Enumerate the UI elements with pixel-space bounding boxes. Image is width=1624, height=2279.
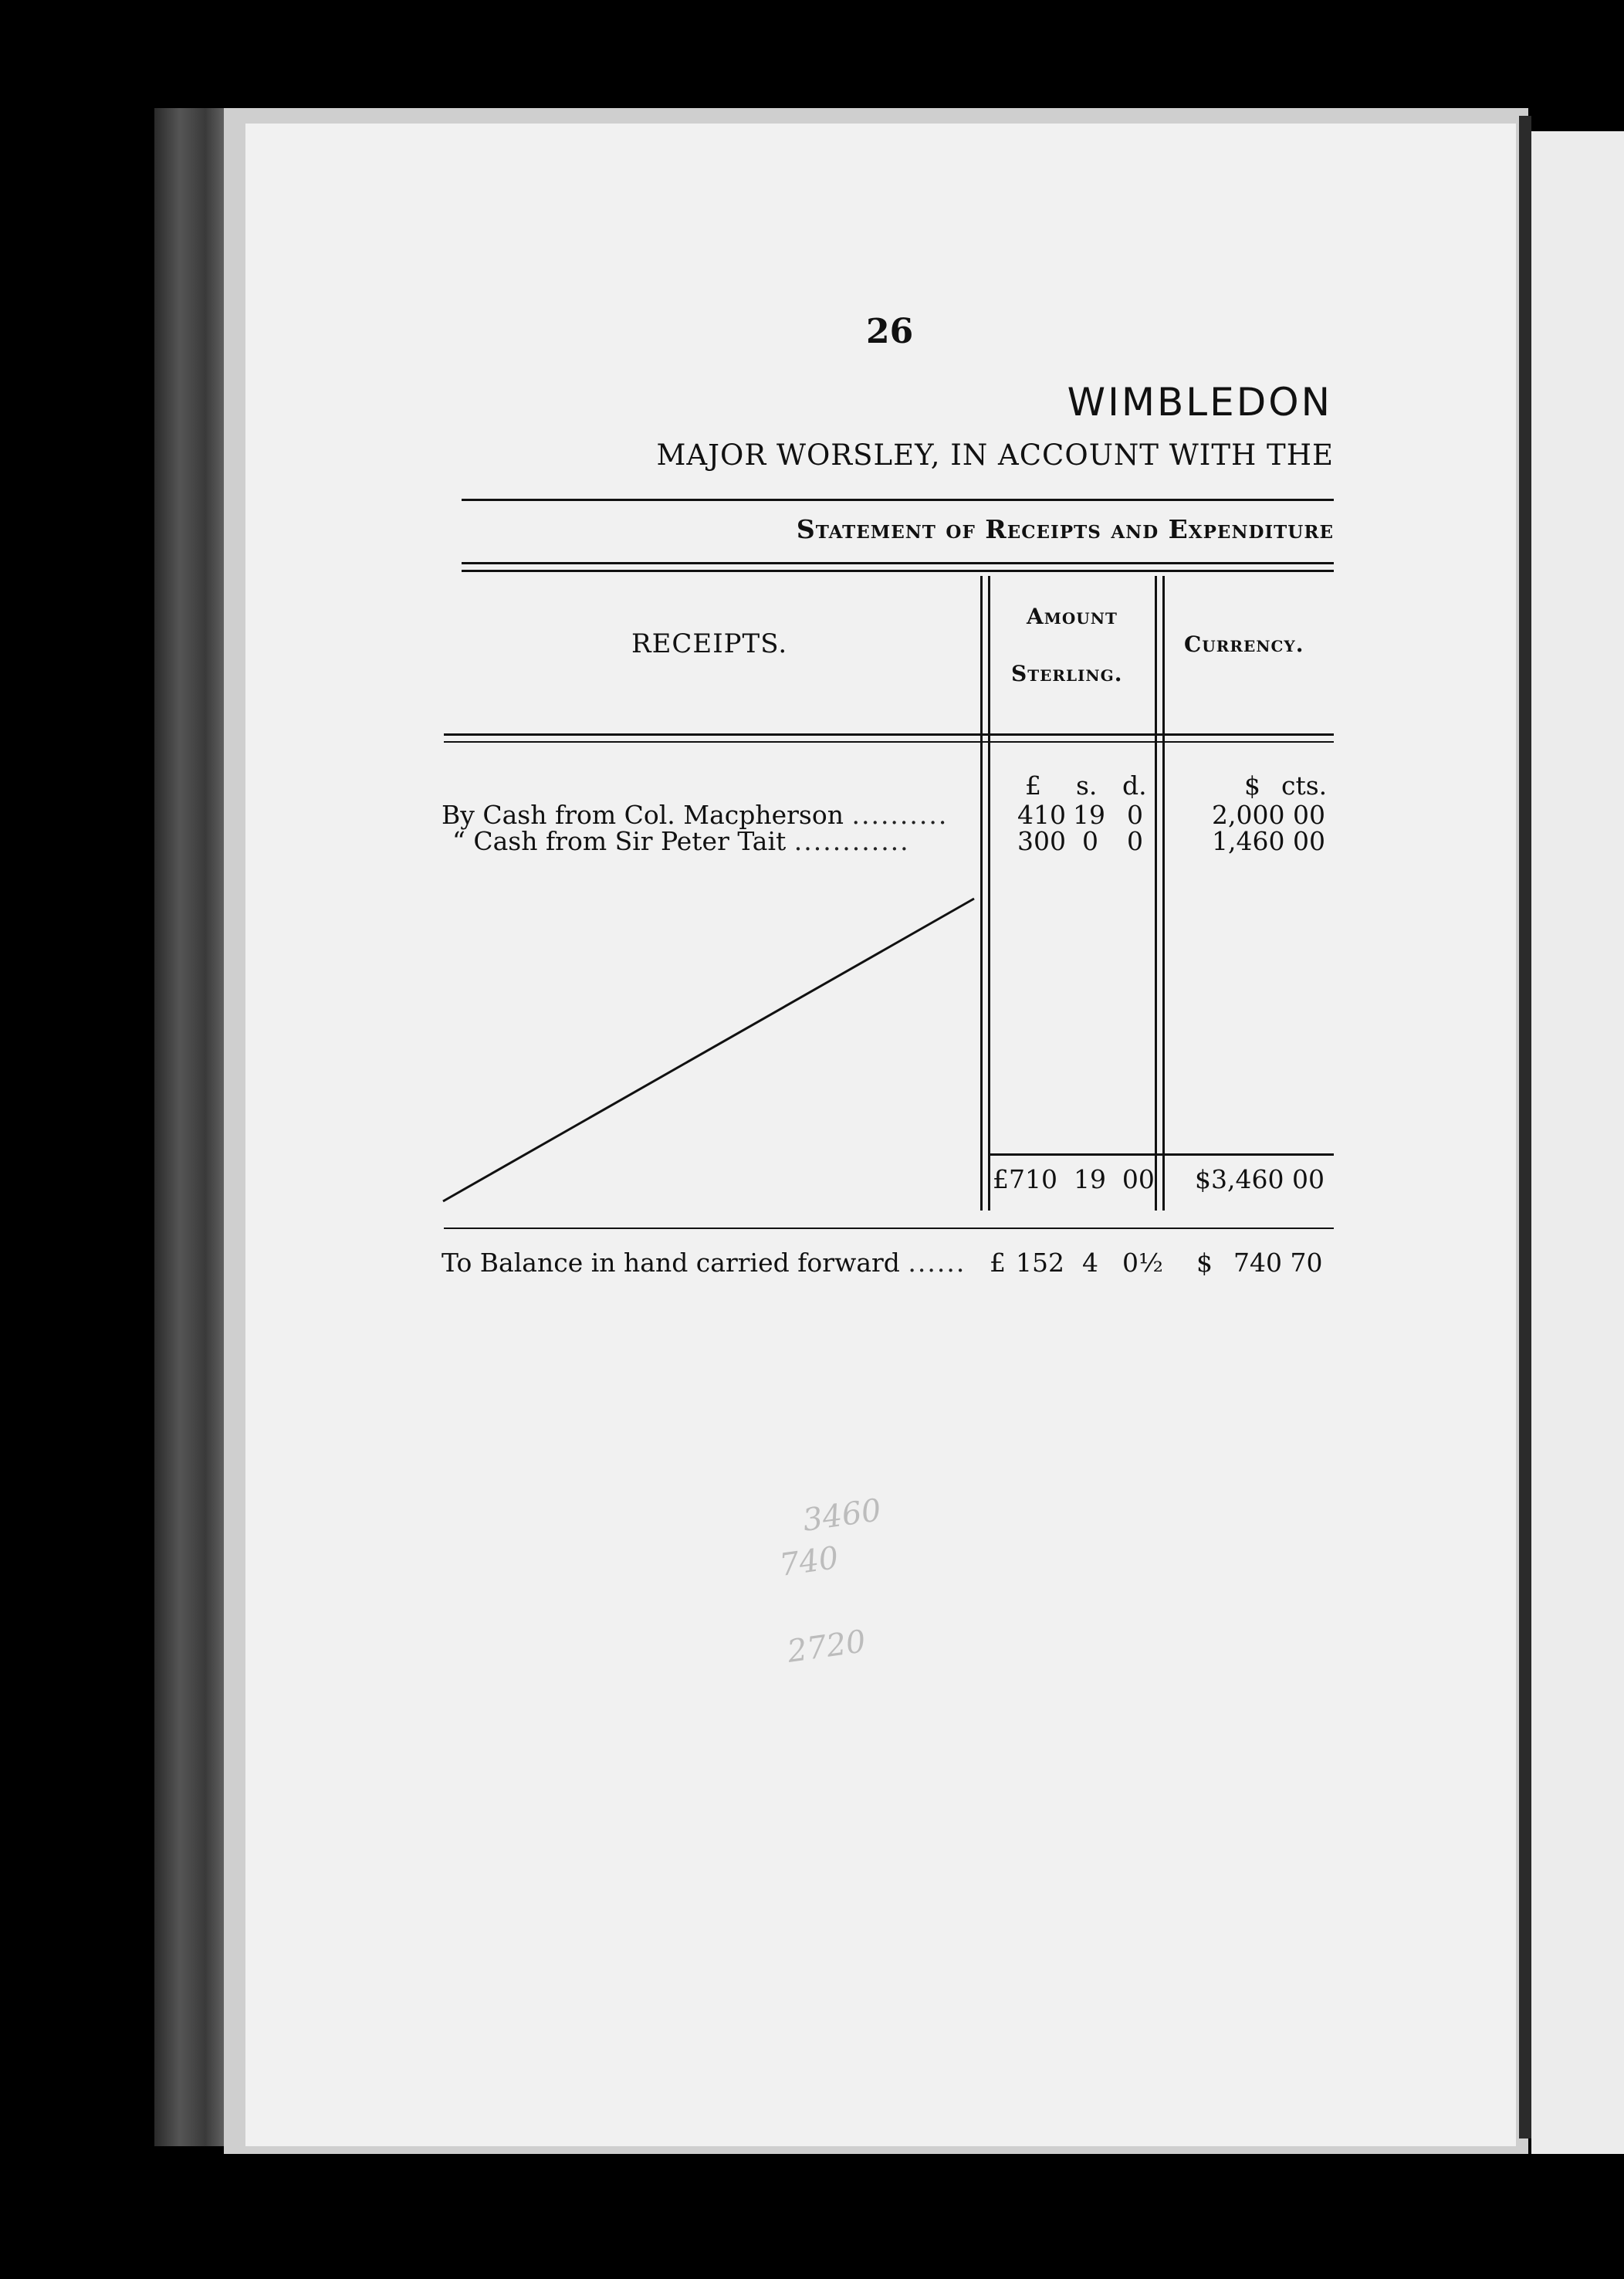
facing-page: [1531, 131, 1624, 2154]
unit-pence: d.: [1122, 770, 1147, 801]
rule-double-a: [462, 562, 1334, 564]
rule-top: [462, 499, 1334, 501]
receipts-header: RECEIPTS.: [631, 628, 788, 659]
rule-header-bottom-a: [444, 733, 1334, 736]
column-divider-2a: [1155, 576, 1157, 1211]
unit-dollars: $: [1244, 770, 1260, 801]
column-divider-1b: [988, 576, 990, 1211]
unit-shillings: s.: [1076, 770, 1098, 801]
row-label: “ Cash from Sir Peter Tait: [452, 826, 787, 856]
row-pounds: 300: [1017, 826, 1066, 856]
page-title: WIMBLEDON: [1067, 380, 1332, 425]
total-sterling: £710 19 00: [993, 1164, 1155, 1194]
balance-pound-sign: £: [990, 1248, 1006, 1278]
row-label: By Cash from Col. Macpherson: [442, 800, 844, 830]
rule-totals: [988, 1153, 1334, 1156]
page-subtitle: MAJOR WORSLEY, IN ACCOUNT WITH THE: [656, 439, 1334, 472]
balance-pence: 0½: [1122, 1248, 1163, 1278]
rule-balance: [444, 1228, 1334, 1229]
facing-page-edge: [1519, 116, 1531, 2138]
page-number: 26: [866, 312, 914, 351]
row-pounds: 410: [1017, 800, 1066, 830]
unit-pounds: £: [1025, 770, 1041, 801]
row-shillings: 19: [1073, 800, 1105, 830]
balance-label: To Balance in hand carried forward: [442, 1248, 900, 1278]
blank-space-diagonal: [440, 896, 980, 1212]
row-leader: ............: [793, 826, 910, 856]
table-row: [452, 826, 910, 856]
balance-shillings: 4: [1082, 1248, 1098, 1278]
column-divider-2b: [1162, 576, 1165, 1211]
balance-pounds: 152: [1016, 1248, 1064, 1278]
currency-header: Currency.: [1184, 632, 1304, 657]
pencil-note-2: 740: [777, 1539, 841, 1584]
rule-double-b: [462, 570, 1334, 572]
unit-cents: cts.: [1281, 770, 1328, 801]
pencil-note-1: 3460: [800, 1492, 884, 1539]
column-divider-1a: [980, 576, 983, 1211]
balance-leader: ......: [908, 1248, 966, 1278]
row-currency: 1,460 00: [1212, 826, 1325, 856]
statement-heading: Statement of Receipts and Expenditure: [796, 514, 1334, 544]
row-currency: 2,000 00: [1212, 800, 1325, 830]
row-pence: 0: [1127, 826, 1143, 856]
total-currency: $3,460 00: [1195, 1164, 1325, 1194]
balance-currency: 740 70: [1233, 1248, 1323, 1278]
row-leader: ..........: [851, 800, 949, 830]
row-pence: 0: [1127, 800, 1143, 830]
sterling-header: Sterling.: [1011, 661, 1123, 686]
rule-header-bottom-b: [444, 741, 1334, 743]
amount-header: Amount: [1027, 604, 1118, 629]
row-shillings: 0: [1082, 826, 1098, 856]
pencil-note-3: 2720: [785, 1624, 868, 1670]
balance-row: [442, 1248, 966, 1278]
balance-dollar-sign: $: [1196, 1248, 1213, 1278]
